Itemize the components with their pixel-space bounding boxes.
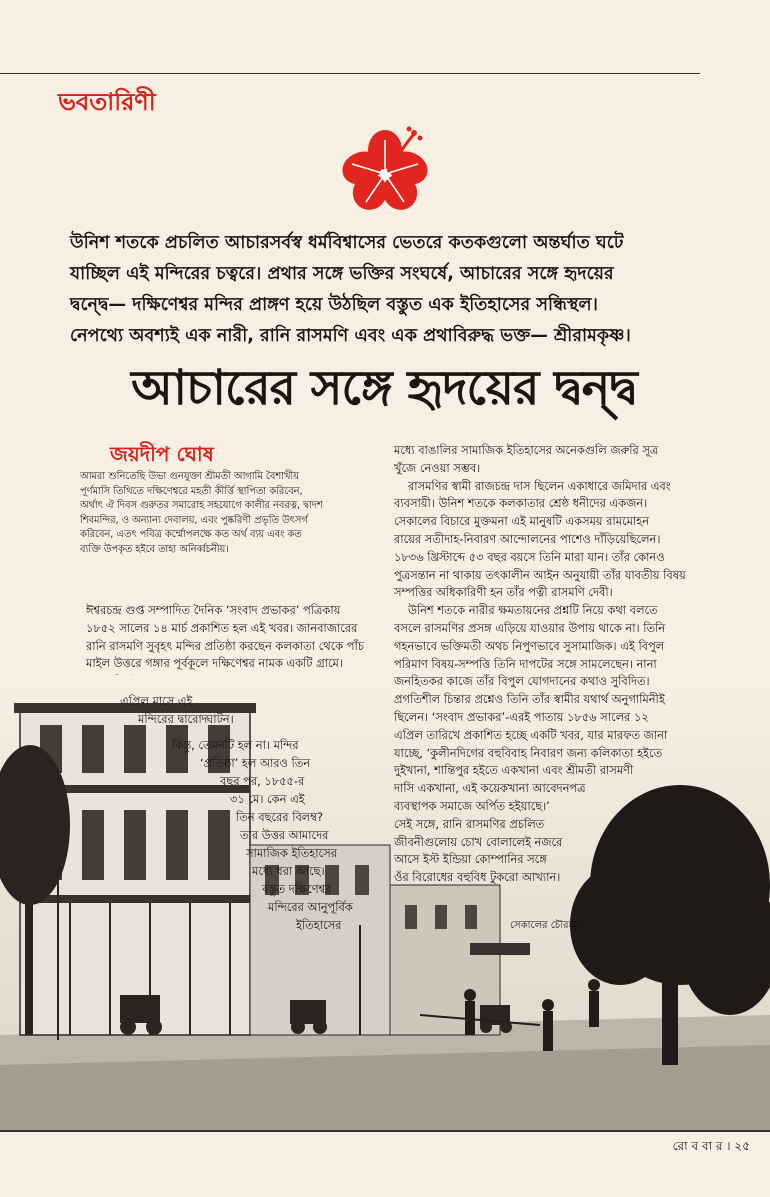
body-narrow-line: বছর পর, ১৮৫৫-র <box>220 774 305 788</box>
body-narrow-line: ৩১ মে। কেন এই <box>230 792 305 806</box>
bottom-rule <box>0 1130 770 1132</box>
body-line: জনহিতকর কাজে তাঁর বিপুল যোগদানের কথাও সুবিদিত। <box>394 674 650 689</box>
body-line: রানি রাসমণি সুবৃহৎ মন্দির প্রতিষ্ঠা করছেন কলকাতা থেকে পাঁচ <box>86 638 364 653</box>
quote-block <box>80 470 376 558</box>
section-label: ভবতারিণী <box>58 88 156 116</box>
body-line: ১৮৩৬ খ্রিস্টাব্দে ৫৩ বছর বয়সে তিনি মারা যান। তাঁর কোনও <box>394 549 665 564</box>
body-line: রায়ের সতীদাহ-নিবারণ আন্দোলনের পাশেও দাঁড়িয়েছিলেন। <box>394 531 661 546</box>
quote-line: শিবমন্দির, ও অন্যান্য দেবালয়, এবং পুষ্করিণী প্রভৃতি উৎসর্গ <box>80 514 308 526</box>
body-line: খুঁজে নেওয়া সম্ভব। <box>394 460 481 475</box>
body-line: প্রগতিশীল চিন্তার প্রশ্নেও তিনি তাঁর স্বামীর যথার্থ অনুগামিনীই <box>394 692 665 707</box>
body-line: মধ্যে বাঙালির সামাজিক ইতিহাসের অনেকগুলি জরুরি সূত্র <box>394 443 659 457</box>
body-narrow-line: ইতিহাসের <box>296 918 342 932</box>
headline: আচারের সঙ্গে হৃদয়ের দ্বন্দ্ব <box>131 360 637 416</box>
intro-paragraph <box>70 228 710 352</box>
quote-line: অর্থাৎ ঐ দিবস গুরুতর সমারোহ সহযোগে কালীর নবরত্ন, দ্বাদশ <box>80 500 323 512</box>
body-narrow-line: মন্দিরের দ্বারোদ্ঘাটন। <box>138 712 234 726</box>
body-line: সেই সঙ্গে, রানি রাসমণির প্রচলিত <box>394 816 545 831</box>
top-rule <box>0 73 700 74</box>
body-narrow-line: বস্তুত দক্ষিণেশ্বর <box>262 882 332 896</box>
body-narrow-line: এপ্রিল মাসে এই <box>120 694 193 708</box>
body-line: ব্যবস্থাপক সমাজে অর্পিত হইয়াছে।’ <box>394 798 550 813</box>
body-line: ছিলেন। ‘সংবাদ প্রভাকর’-এরই পাতায় ১৮৫৬ সালের ১২ <box>394 709 649 724</box>
intro-line: দ্বন্দ্বে— দক্ষিণেশ্বর মন্দির প্রাঙ্গণ হয়ে উঠছিল বস্তুত এক ইতিহাসের সন্ধিস্থল। <box>70 295 598 315</box>
body-line: দুইখানা, শান্তিপুর হইতে একখানা এবং শ্রীমতী রাসমণী <box>394 763 634 778</box>
body-line: জীবনীগুলোয় চোখ বোলালেই নজরে <box>394 834 563 849</box>
body-line: দাসি একখানা, এই কয়েকখানা আবেদনপত্র <box>394 781 586 796</box>
body-line: মাইল উত্তরে গঙ্গার পূর্বকূলে দক্ষিণেশ্বর নামক একটি গ্রামে। <box>86 656 343 671</box>
body-line: পরিমাণ বিষয়-সম্পত্তি তিনি দাপটের সঙ্গে সামলেছেন। নানা <box>394 656 657 671</box>
quote-line: করিবেন, এতৎ পবিত্র কর্ম্মোপলক্ষে কত অর্থ ব্যয় এবং কত <box>80 529 302 541</box>
body-narrow-line: কিন্তু, তেমনটি হল না। মন্দির <box>172 738 299 752</box>
body-line: ১৮৫২ সালের ১৪ মার্চ প্রকাশিত হল এই খবর। জানবাজারের <box>86 620 358 635</box>
body-narrow-line: ‘প্রতিষ্ঠা’ হল আরও তিন <box>200 756 311 770</box>
body-line: গহনভাবে ভক্তিমতী অথচ নিপুণভাবে সুসামাজিক। এই বিপুল <box>394 638 665 653</box>
body-line: উনিশ শতকে নারীর ক্ষমতায়নের প্রশ্নটি নিয়ে কথা বলতে <box>408 603 658 618</box>
quote-line: ব্যক্তি উপকৃত হইবে তাহা অনির্ব্বচনীয়। <box>80 543 229 555</box>
quote-line: পূর্ণমাসি তিথিতে দক্ষিণেশ্বরে মহতী কীর্ত্তি স্থাপিতা করিবেন, <box>80 485 303 497</box>
body-line: বসলে রাসমণির প্রসঙ্গ এড়িয়ে যাওয়ার উপায় থাকে না। তিনি <box>394 620 666 635</box>
body-line: রাসমণির স্বামী রাজচন্দ্র দাস ছিলেন একাধারে জমিদার এবং <box>408 478 671 493</box>
intro-line: উনিশ শতকে প্রচলিত আচারসর্বস্ব ধর্মবিশ্বাসের ভেতরে কতকগুলো অন্তর্ঘাত ঘটে <box>70 233 624 253</box>
body-line: সম্পত্তির অধিকারিণী হন তাঁর পত্নী রাসমণি দেবী। <box>394 585 613 600</box>
author-byline: জয়দীপ ঘোষ <box>110 442 214 466</box>
body-line: যাচ্ছে, ‘কুলীনদিগের বহুবিবাহ নিবারণ জন্য কলিকাতা হইতে <box>394 745 663 760</box>
photo-caption: সেকালের চৌরঙ্গী <box>510 920 579 931</box>
intro-line: যাচ্ছিল এই মন্দিরের চত্বরে। প্রথার সঙ্গে ভক্তির সংঘর্ষে, আচারের সঙ্গে হৃদয়ের <box>70 264 614 284</box>
intro-line: নেপথ্যে অবশ্যই এক নারী, রানি রাসমণি এবং এক প্রথাবিরুদ্ধ ভক্ত— শ্রীরামকৃষ্ণ। <box>70 326 631 346</box>
body-narrow-line: মন্দিরের আনুপূর্বিক <box>268 900 353 914</box>
body-narrow-line: মধ্যে ধরা আছে। <box>252 864 325 878</box>
body-line: ওঁর বিরোধের বহুবিধ টুকরো আখ্যান। <box>394 870 561 885</box>
page-footer: রো ব বা র । ২৫ <box>672 1139 750 1153</box>
body-line: সেকালের বিচারে মুক্তমনা এই মানুষটি একসময় রামমোহন <box>394 514 650 529</box>
body-narrow-line: তিন বছরের বিলম্ব? <box>236 810 324 824</box>
body-narrow-line: সামাজিক ইতিহাসের <box>246 846 337 860</box>
body-line: আসে ইস্ট ইন্ডিয়া কোম্পানির সঙ্গে <box>394 852 547 867</box>
body-line: ব্যবসায়ী। উনিশ শতকে কলকাতার শ্রেষ্ঠ ধনীদের একজন। <box>394 496 648 511</box>
body-line: এপ্রিল তারিখে প্রকাশিত হচ্ছে একটি খবর, যার মারফত জানা <box>394 727 668 742</box>
body-column-right <box>394 442 690 887</box>
quote-line: আমরা শুনিতেছি উভা গুনযুক্তা শ্রীমতী আগামি বৈশাখীয় <box>80 471 299 482</box>
hibiscus-flower-icon <box>340 126 430 212</box>
body-line: পুত্রসন্তান না থাকায় তৎকালীন আইন অনুযায়ী তাঁর যাবতীয় বিষয় <box>394 567 686 582</box>
body-narrow-line: তার উত্তর আমাদের <box>240 828 329 842</box>
body-line: ঈশ্বরচন্দ্র গুপ্ত সম্পাদিত দৈনিক ‘সংবাদ প্রভাকর’ পত্রিকায় <box>86 603 341 617</box>
